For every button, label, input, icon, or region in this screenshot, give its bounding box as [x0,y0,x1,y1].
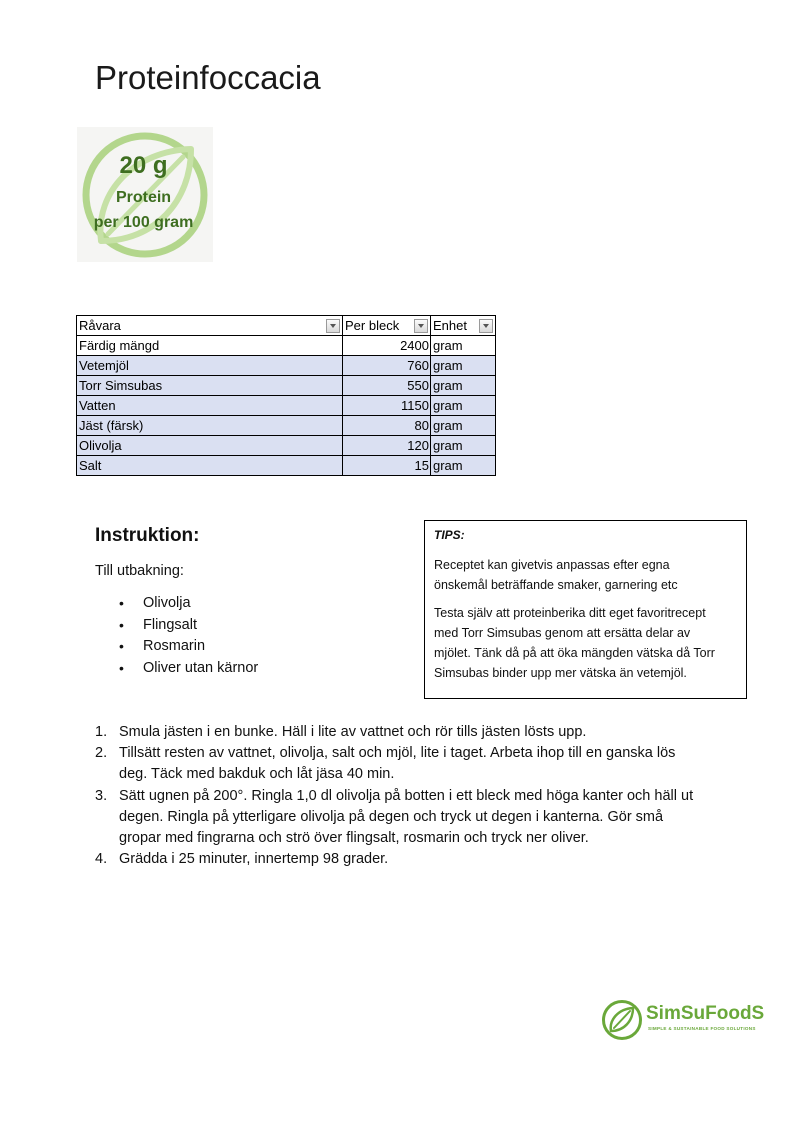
toppings-list [95,593,258,680]
amount-cell: 120 [343,436,431,456]
table-row [77,396,496,416]
brand-logo [600,998,770,1042]
step-text: Sätt ugnen på 200°. Ringla 1,0 dl olivolja på botten i ett bleck med höga kanter och häll ut degen. Ringla på ytterligare olivolja på degen och tryck ut degen i kanterna. Gör små gropar med fingrarna och strö över flingsalt, rosmarin och tryck ner oliver. [119,787,694,847]
table-row [77,336,496,356]
unit-cell: gram [431,376,496,396]
step-item [95,786,699,850]
topping-text: Oliver utan kärnor [143,660,259,677]
header-cell-amount [343,316,431,336]
logo-wordmark: SimSuFoodS [646,1003,765,1024]
list-item [95,636,258,658]
step-text: Tillsätt resten av vattnet, olivolja, salt och mjöl, lite i taget. Arbeta ihop till en ganska lös deg. Täck med bakduk och låt jäsa 40 min. [119,745,676,783]
ingredient-cell: Torr Simsubas [77,376,343,396]
amount-cell: 2400 [343,336,431,356]
amount-cell: 550 [343,376,431,396]
badge-amount: 20 g [119,152,168,179]
header-cell-unit [431,316,496,336]
topping-text: Flingsalt [143,616,197,633]
toppings-label: Till utbakning: [95,563,184,579]
step-number: 3. [95,787,108,804]
amount-cell: 15 [343,456,431,476]
bullet-icon: • [119,616,124,633]
bullet-icon: • [119,595,124,611]
table-row [77,436,496,456]
bullet-icon: • [119,660,124,677]
step-item [95,722,699,743]
list-item [95,615,258,637]
leaf-circle-icon [600,998,644,1042]
filter-dropdown-button[interactable] [479,319,493,333]
amount-cell: 80 [343,416,431,436]
ingredient-cell: Olivolja [77,436,343,456]
badge-basis: per 100 gram [93,214,194,231]
ingredient-cell: Vatten [77,396,343,416]
list-item [95,658,258,680]
amount-cell: 1150 [343,396,431,416]
unit-cell: gram [431,356,496,376]
tips-box [424,520,747,699]
ingredient-cell: Jäst (färsk) [77,416,343,436]
list-item [95,593,258,615]
step-text: Grädda i 25 minuter, innertemp 98 grader. [119,851,389,868]
unit-cell: gram [431,396,496,416]
badge-nutrient: Protein [115,189,172,206]
ingredient-cell: Färdig mängd [77,336,343,356]
ingredients-table [76,315,496,476]
chevron-down-icon [330,324,336,328]
topping-text: Olivolja [143,595,191,611]
instructions-heading: Instruktion: [95,525,200,546]
ingredient-cell: Vetemjöl [77,356,343,376]
step-item [95,743,699,785]
header-cell-ingredient [77,316,343,336]
header-label: Enhet [433,318,467,333]
table-row [77,356,496,376]
table-row [77,416,496,436]
bullet-icon: • [119,638,124,655]
unit-cell: gram [431,416,496,436]
header-label: Råvara [79,318,121,333]
topping-text: Rosmarin [143,638,206,655]
tips-heading: TIPS: [434,528,465,542]
step-text: Smula jästen i en bunke. Häll i lite av vattnet och rör tills jästen lösts upp. [119,724,587,740]
chevron-down-icon [483,324,489,328]
filter-dropdown-button[interactable] [414,319,428,333]
filter-dropdown-button[interactable] [326,319,340,333]
unit-cell: gram [431,436,496,456]
chevron-down-icon [418,324,424,328]
tips-paragraph: Testa själv att proteinberika ditt eget favoritrecept med Torr Simsubas genom att ersätta delar av mjölet. Tänk då på att öka mängden vätska då Torr Simsubas binder upp mer vätska än vetemjöl. [434,606,715,680]
table-row [77,456,496,476]
steps-list [95,722,699,870]
page-title: Proteinfoccacia [95,59,321,96]
header-label: Per bleck [345,318,400,333]
logo-tagline: SIMPLE & SUSTAINABLE FOOD SOLUTIONS [648,1026,756,1031]
amount-cell: 760 [343,356,431,376]
step-number: 2. [95,745,108,762]
protein-badge [77,127,213,262]
tips-paragraph: Receptet kan givetvis anpassas efter egna önskemål beträffande smaker, garnering etc [434,558,678,592]
step-number: 1. [95,724,108,740]
unit-cell: gram [431,336,496,356]
step-number: 4. [95,851,108,868]
unit-cell: gram [431,456,496,476]
table-row [77,376,496,396]
table-header-row [77,316,496,336]
ingredient-cell: Salt [77,456,343,476]
step-item [95,849,699,870]
